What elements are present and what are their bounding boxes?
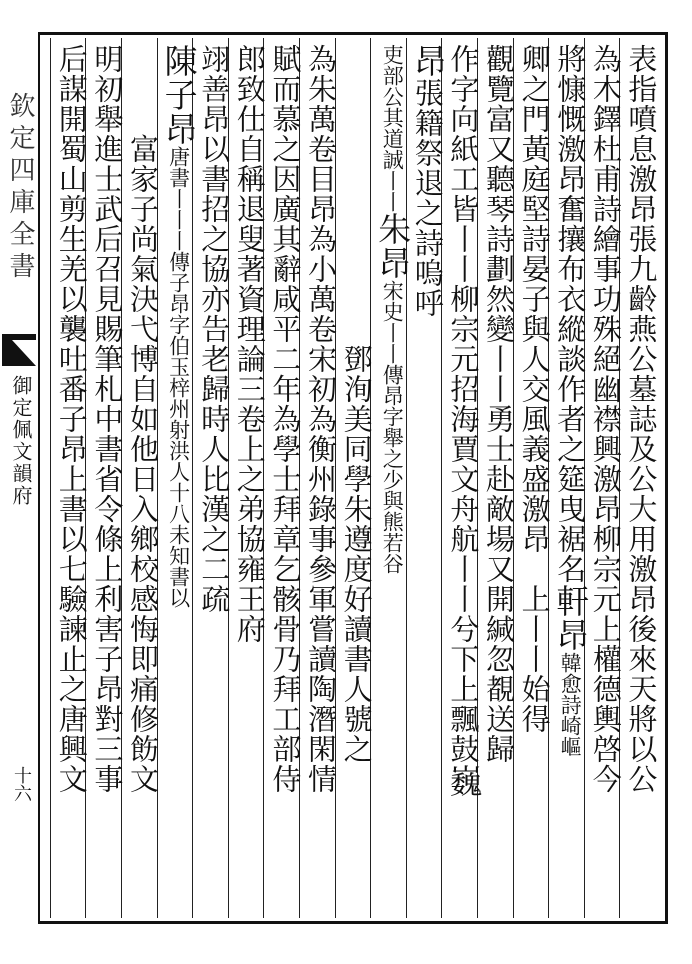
- text-run: 富家子尚氣決弋博自如他日入鄉校感悔即痛修飭文: [126, 44, 160, 794]
- text-run: 表指噴息激昂張九齡燕公墓誌及公大用激昂後來天將以公: [624, 44, 659, 794]
- text-column-3: [550, 44, 590, 757]
- text-column-11: [265, 44, 305, 794]
- page-number: 十六: [11, 766, 32, 802]
- text-run: 張籍祭退之詩嗚呼: [410, 78, 445, 318]
- text-run: 郎致仕自稱退叟著資理論三卷上之弟協雍王府: [232, 44, 267, 644]
- entry-heading: 朱昂: [373, 212, 413, 280]
- text-run: 明初舉進士武后召見賜筆札中書省令條上利害子昂對三事: [90, 44, 125, 794]
- text-column-15: [123, 44, 163, 794]
- source-note: 唐書丨丨丨傳子昂字伯玉梓州射洪人十八未知書以: [166, 146, 191, 608]
- text-run: 翊善昂以書招之協亦告老歸時人比漢之二疏: [197, 44, 232, 614]
- entry-heading: 巍: [444, 764, 484, 798]
- entry-heading: 陳子昂: [159, 44, 199, 146]
- column-rule: [50, 38, 51, 918]
- text-column-1: [621, 44, 661, 794]
- text-column-14: [159, 44, 199, 608]
- text-column-8: [372, 44, 412, 574]
- text-column-13: [194, 44, 234, 614]
- source-note: 吏部公其道誠丨丨: [380, 44, 405, 212]
- fish-tail-ornament-icon: [2, 330, 38, 370]
- text-column-9: [337, 44, 377, 764]
- text-column-5: [479, 44, 519, 764]
- source-note: 宋史丨丨傳昂字舉之少與熊若谷: [380, 280, 405, 574]
- text-run: 鄧洵美同學朱遵度好讀書人號之: [339, 44, 374, 764]
- text-column-12: [230, 44, 270, 644]
- text-run: 為木鐸杜甫詩繪事功殊絕幽襟興激昂柳宗元上權德輿啓今: [588, 44, 623, 794]
- text-run: 上丨丨始得: [517, 554, 552, 734]
- text-column-2: [586, 44, 626, 794]
- entry-heading: 昂: [408, 44, 448, 78]
- text-run: 后謀開蜀山剪生羌以襲吐番子昂上書以七驗諫止之唐興文: [54, 44, 89, 794]
- text-run: 賦而慕之因廣其辭咸平二年為學士拜章乞骸骨乃拜工部侍: [268, 44, 303, 794]
- text-column-16: [87, 44, 127, 794]
- entry-heading: 軒昂: [551, 584, 591, 652]
- text-run: 將慷慨激昂奮攘布衣縱談作者之筵曳裾名: [553, 44, 588, 584]
- text-run: 為朱萬卷目昂為小萬卷宋初為衡州錄事參軍嘗讀陶潛閑情: [304, 44, 338, 794]
- text-column-4: [515, 44, 555, 734]
- text-run: 作字向紙工皆丨丨柳宗元招海賈文舟航丨丨兮下上飄鼓: [446, 44, 481, 764]
- text-run: 卿之門黃庭堅詩晏子與人交風義盛激昂: [517, 44, 552, 554]
- book-title: 欽定四庫全書: [5, 92, 35, 284]
- text-column-17: [52, 44, 92, 794]
- text-run: 觀覽富又聽琴詩劃然變丨丨勇士赴敵場又開緘忽覩送歸: [482, 44, 516, 764]
- left-margin: [2, 40, 36, 920]
- text-column-6: [443, 44, 483, 798]
- source-note: 韓愈詩崎嶇: [558, 652, 583, 757]
- text-column-10: [301, 44, 341, 794]
- book-subtitle: 御定佩文韻府: [9, 375, 33, 507]
- text-column-7: [408, 44, 448, 318]
